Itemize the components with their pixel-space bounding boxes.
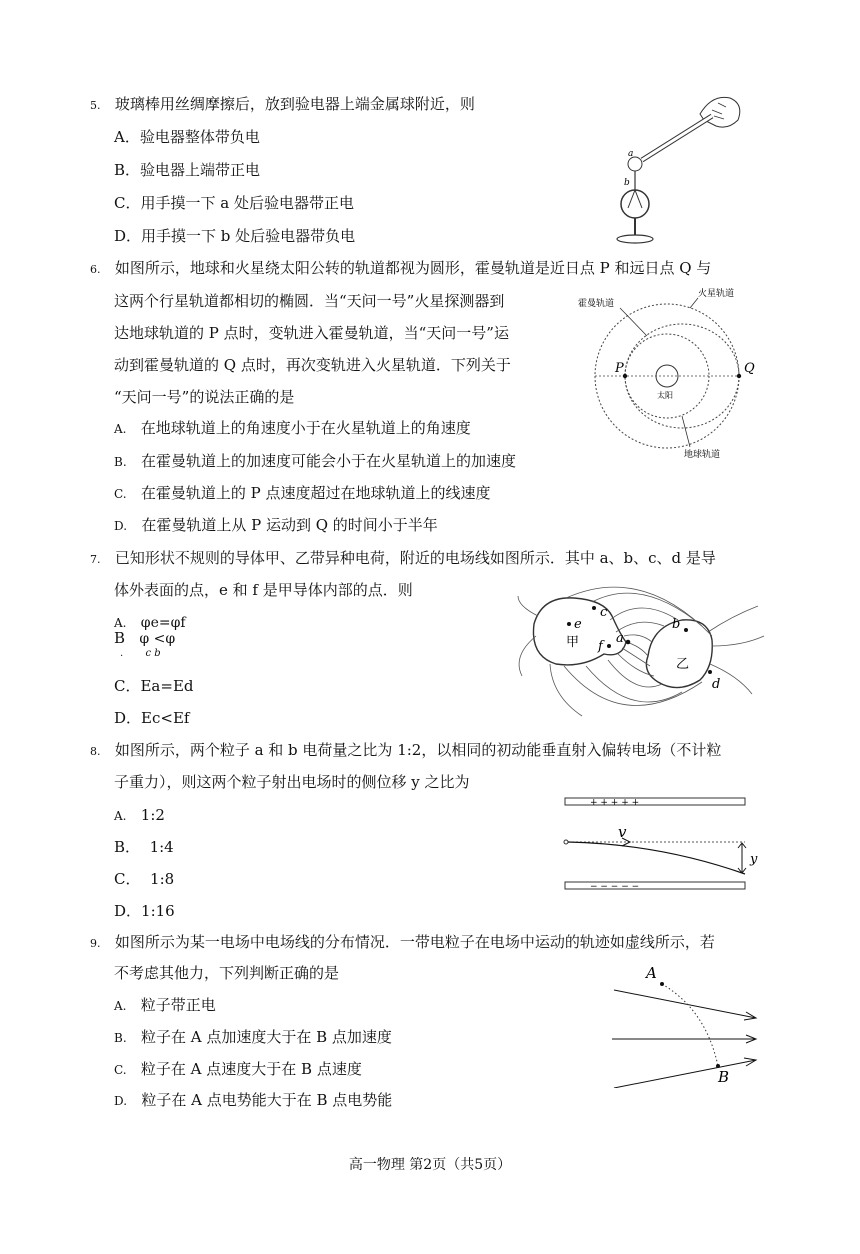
q8-option-d-label: D． <box>114 902 142 920</box>
field-lines-figure <box>512 576 772 726</box>
q6-number: 6. <box>90 263 101 276</box>
plate-minus-signs: − − − − − <box>590 882 640 892</box>
q6-option-c-text: 在霍曼轨道上的 P 点速度超过在地球轨道上的线速度 <box>140 484 491 502</box>
q7-option-d-label: D． <box>114 709 142 727</box>
q7-option-b-subscript-text: c b <box>145 648 161 659</box>
q8-option-c-label: C． <box>114 870 141 888</box>
orbit-sun-label: 太阳 <box>657 391 673 400</box>
orbit-mars-label: 火星轨道 <box>698 289 735 299</box>
electroscope-b-label: b <box>624 178 630 188</box>
q6-line-4: 动到霍曼轨道的 Q 点时，再次变轨进入火星轨道．下列关于 <box>114 356 511 374</box>
q6-option-d-text: 在霍曼轨道上从 P 运动到 Q 的时间小于半年 <box>141 516 438 534</box>
q6-option-b <box>114 451 516 472</box>
field-c-label: c <box>600 605 608 620</box>
q8-option-b <box>114 837 174 857</box>
field-yi-label: 乙 <box>676 657 690 672</box>
q8-line-2: 子重力），则这两个粒子射出电场时的侧位移 y 之比为 <box>114 773 470 791</box>
q8-option-a-text: 1:2 <box>140 806 165 824</box>
q8-option-a <box>114 805 165 826</box>
q5-option-b: B．验电器上端带正电 <box>114 161 261 179</box>
q8-option-b-label: B． <box>114 838 141 856</box>
q5-option-c: C．用手摸一下 a 处后验电器带正电 <box>114 194 354 212</box>
q9-option-a <box>114 995 216 1016</box>
q8-number: 8. <box>90 745 101 758</box>
q8-option-d <box>114 901 175 921</box>
q7-option-c-text: Ea=Ed <box>140 677 194 695</box>
q6-option-a-label: A. <box>114 422 127 436</box>
q8-option-a-label: A. <box>114 809 127 823</box>
q9-option-c-label: C. <box>114 1063 127 1077</box>
q7-number: 7. <box>90 553 101 566</box>
electroscope-a-label: a <box>628 149 634 159</box>
q5-option-d: D．用手摸一下 b 处后验电器带负电 <box>114 227 356 245</box>
q5-option-a: A．验电器整体带负电 <box>114 128 260 146</box>
trajectory-b-label: B <box>718 1068 730 1086</box>
q6-option-b-text: 在霍曼轨道上的加速度可能会小于在火星轨道上的加速度 <box>140 452 516 470</box>
q6-line-1 <box>90 258 711 280</box>
q8-line-1 <box>90 740 721 762</box>
orbit-figure <box>572 284 772 470</box>
plate-plus-signs: + + + + + <box>590 798 640 808</box>
q8-stem-text-1: 如图所示，两个粒子 a 和 b 电荷量之比为 1:2，以相同的初动能垂直射入偏转电场（不计粒 <box>114 741 722 759</box>
q9-line-2: 不考虑其他力，下列判断正确的是 <box>114 964 340 982</box>
q8-option-c-text: 1:8 <box>150 870 175 888</box>
trajectory-figure <box>606 960 766 1088</box>
q9-option-d-label: D. <box>114 1094 128 1108</box>
q6-line-2: 这两个行星轨道都相切的椭圆．当“天问一号”火星探测器到 <box>114 292 505 310</box>
q9-line-1 <box>90 932 715 954</box>
q5-stem-text: 玻璃棒用丝绸摩擦后，放到验电器上端金属球附近，则 <box>114 95 475 113</box>
q8-option-b-text: 1:4 <box>149 838 174 856</box>
q7-option-b-text: φ <φ <box>139 631 176 647</box>
orbit-earth-label: 地球轨道 <box>684 450 721 460</box>
q6-option-c <box>114 483 491 504</box>
q7-option-a-label: A. <box>114 616 127 630</box>
q7-line-2: 体外表面的点，e 和 f 是甲导体内部的点．则 <box>114 581 413 599</box>
q7-option-b-dot: . <box>120 648 124 659</box>
q5-number: 5. <box>90 99 101 112</box>
orbit-p-label: P <box>615 361 624 376</box>
q9-option-a-text: 粒子带正电 <box>140 996 216 1014</box>
q6-line-5: “天问一号”的说法正确的是 <box>114 388 295 406</box>
q9-option-c <box>114 1059 362 1080</box>
q6-option-d <box>114 515 438 536</box>
q7-line-1 <box>90 548 716 570</box>
q7-option-d <box>114 708 189 728</box>
q9-option-a-label: A. <box>114 999 127 1013</box>
q8-option-d-text: 1:16 <box>141 902 175 920</box>
q6-option-d-label: D. <box>114 519 128 533</box>
field-d-label: d <box>712 677 721 692</box>
q6-stem-text-1: 如图所示，地球和火星绕太阳公转的轨道都视为圆形，霍曼轨道是近日点 P 和远日点 Q 与 <box>114 259 712 277</box>
electroscope-figure <box>600 86 750 254</box>
q9-option-d-text: 粒子在 A 点电势能大于在 B 点电势能 <box>141 1091 393 1109</box>
q9-option-b <box>114 1027 392 1048</box>
q6-option-b-label: B. <box>114 455 127 469</box>
orbit-q-label: Q <box>744 361 755 376</box>
q7-option-b-subscripts <box>120 644 161 664</box>
q7-option-c <box>114 676 194 696</box>
velocity-label: v <box>618 823 627 841</box>
q7-stem-text-1: 已知形状不规则的导体甲、乙带异种电荷，附近的电场线如图所示．其中 a、b、c、d 是导 <box>114 549 716 567</box>
displacement-y-label: y <box>750 852 758 867</box>
q9-stem-text-1: 如图所示为某一电场中电场线的分布情况．一带电粒子在电场中运动的轨迹如虚线所示，若 <box>114 933 715 951</box>
q6-option-c-label: C. <box>114 487 127 501</box>
field-jia-label: 甲 <box>566 635 580 650</box>
q9-option-b-text: 粒子在 A 点加速度大于在 B 点加速度 <box>140 1028 392 1046</box>
q7-option-d-text: Ec<Ef <box>141 709 190 727</box>
field-f-label: f <box>598 639 603 654</box>
q7-option-a-text: φe=φf <box>140 615 186 631</box>
trajectory-a-label: A <box>646 964 657 982</box>
page-footer: 高一物理 第2页（共5页） <box>348 1157 512 1173</box>
deflection-figure <box>560 790 770 898</box>
q8-option-c <box>114 869 174 889</box>
q5-stem <box>90 94 475 116</box>
q7-option-b-label: B <box>114 629 126 647</box>
q9-option-b-label: B. <box>114 1031 127 1045</box>
q7-option-c-label: C． <box>114 677 141 695</box>
field-e-label: e <box>574 617 582 632</box>
q6-option-a-text: 在地球轨道上的角速度小于在火星轨道上的角速度 <box>140 419 471 437</box>
orbit-hohmann-label: 霍曼轨道 <box>578 299 615 309</box>
q6-line-3: 达地球轨道的 P 点时，变轨进入霍曼轨道，当“天问一号”运 <box>114 324 509 342</box>
q9-number: 9. <box>90 937 101 950</box>
q6-option-a <box>114 418 471 439</box>
q9-option-d <box>114 1090 392 1111</box>
field-b-label: b <box>672 617 681 632</box>
field-a-label: a <box>616 631 624 646</box>
q9-option-c-text: 粒子在 A 点速度大于在 B 点速度 <box>140 1060 362 1078</box>
